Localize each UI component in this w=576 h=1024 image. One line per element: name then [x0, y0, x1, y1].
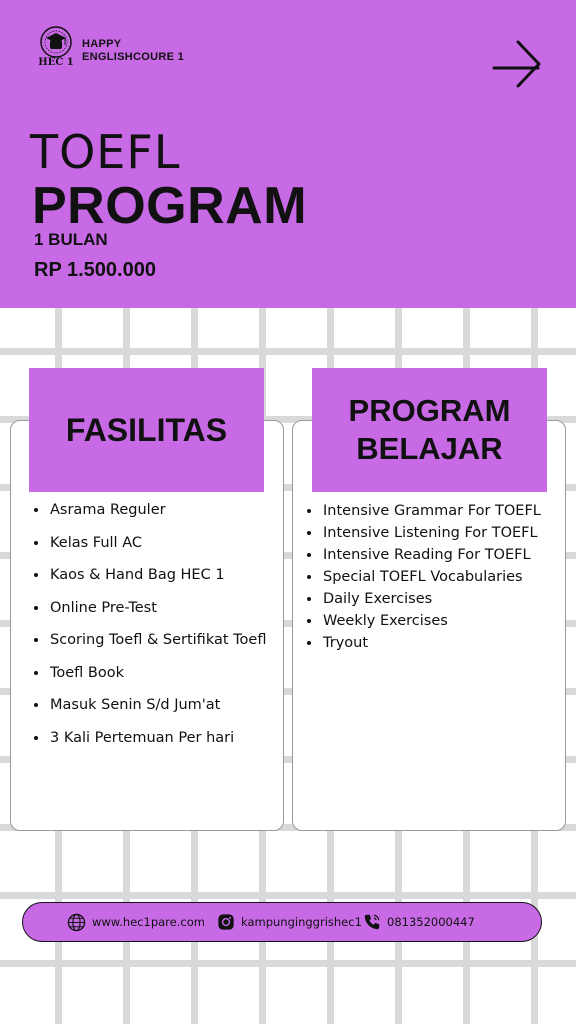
- instagram-text: kampunginggrishec1: [241, 915, 362, 929]
- title-program: PROGRAM: [32, 177, 308, 235]
- title-toefl: TOEFL: [30, 125, 181, 179]
- program-belajar-list: [305, 500, 560, 654]
- list-item: Online Pre-Test: [32, 598, 280, 618]
- price-label: RP 1.500.000: [34, 259, 156, 281]
- brand-name: [82, 38, 184, 64]
- program-belajar-heading: [312, 368, 547, 492]
- brand-line-1: HAPPY: [82, 38, 122, 50]
- hec-logo: [36, 24, 76, 74]
- website-link[interactable]: [67, 903, 205, 941]
- instagram-link[interactable]: [217, 903, 362, 941]
- brand-line-2: ENGLISHCOURE 1: [82, 51, 184, 63]
- list-item: 3 Kali Pertemuan Per hari: [32, 728, 280, 748]
- list-item: Daily Exercises: [305, 588, 560, 610]
- list-item: Kelas Full AC: [32, 533, 280, 553]
- program-belajar-heading-line-1: PROGRAM: [348, 393, 511, 428]
- list-item: Kaos & Hand Bag HEC 1: [32, 565, 280, 585]
- list-item: Weekly Exercises: [305, 610, 560, 632]
- list-item: Intensive Reading For TOEFL: [305, 544, 560, 566]
- fasilitas-list: [32, 500, 280, 760]
- list-item: Intensive Listening For TOEFL: [305, 522, 560, 544]
- globe-icon: [67, 913, 86, 932]
- list-item: Asrama Reguler: [32, 500, 280, 520]
- contact-footer: [22, 902, 542, 942]
- website-text: www.hec1pare.com: [92, 915, 205, 929]
- instagram-icon: [217, 913, 235, 931]
- logo-text: HEC 1: [38, 57, 74, 68]
- duration-label: 1 BULAN: [34, 230, 108, 249]
- list-item: Special TOEFL Vocabularies: [305, 566, 560, 588]
- header-banner: [0, 0, 576, 308]
- arrow-right-icon[interactable]: [492, 40, 542, 88]
- list-item: Tryout: [305, 632, 560, 654]
- fasilitas-heading: FASILITAS: [29, 368, 264, 492]
- list-item: Toefl Book: [32, 663, 280, 683]
- program-belajar-heading-line-2: BELAJAR: [356, 431, 503, 466]
- phone-icon: [363, 913, 381, 931]
- list-item: Intensive Grammar For TOEFL: [305, 500, 560, 522]
- list-item: Masuk Senin S/d Jum'at: [32, 695, 280, 715]
- phone-link[interactable]: [363, 903, 475, 941]
- phone-text: 081352000447: [387, 915, 475, 929]
- list-item: Scoring Toefl & Sertifikat Toefl: [32, 630, 280, 650]
